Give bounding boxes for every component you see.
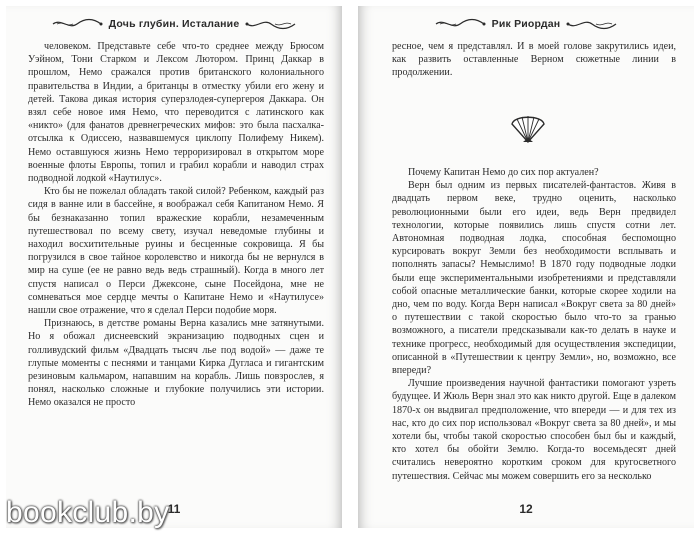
paragraph: ресное, чем я представлял. И в моей голове закрутились идеи, как развить оставленные Верном сюжетные линии в продолжении. bbox=[392, 41, 676, 79]
paragraph: Кто бы не пожелал обладать такой силой? Ребенком, каждый раз сидя в ванне или в бассейне, я воображал себя Капитаном Немо. Я бы безнаказанно топил вражеские корабли, незамеченным путешествовал по всему свету, изучал неведомые глубины и находил восхитительные руины и бесценные сокровища. Я бы погрузился в свое тайное королевство и никогда бы не вернулся в мир на суше (ее не равно ведь ведь страшный). Когда в много лет спустя написал о Перси Джексоне, сыне Посейдона, мне не сомневаться мое сердце мечты о Капитане Немо и «Наутилусе» нашли свое отражение, что я сделал Перси подобие моря. bbox=[28, 186, 324, 317]
left-page bbox=[6, 6, 342, 528]
right-running-header bbox=[358, 14, 694, 34]
left-page-number: 11 bbox=[167, 502, 181, 516]
left-running-header bbox=[6, 14, 342, 34]
right-flourish-icon bbox=[566, 17, 618, 31]
book-gutter bbox=[342, 0, 358, 534]
paragraph: Лучшие произведения научной фантастики помогают узреть будущее. И Жюль Верн знал это как никто другой. Еще в далеком 1870-х он выдвигал предположение, что впереди — и для тех из нас, кто до сих пор использовал «Вокруг света за 80 дней», и мы хотели бы, чтобы такой скоростью способен был бы и каждый, кто хотел бы обойти Землю. Когда-то восемьдесят дней считались невероятно коротким сроком для кругосветного путешествия. Сейчас мы можем совершить его за несколько bbox=[392, 378, 676, 482]
paragraph: человеком. Представьте себе что-то среднее между Брюсом Уэйном, Тони Старком и Лексом Лютором. Принц Даккар в прошлом, Немо сражался против британского колониального правительства в Индии, а британцы в отместку убили его жену и детей. Такова дикая история суперзлодея-супергероя Даккара. Он взял себе новое имя Немо, что переводится с латинского как «никто» (для фанатов древнегреческих мифов: это была пасхалка-отсылка к Одиссею, назвавшемуся циклопу Полифему Никем). Немо оставшуюся жизнь Немо терроризировал в открытом море военные флоты Европы, топил и грабил корабли и наводил страх подводной лодкой «Наутилус». bbox=[28, 41, 324, 185]
right-header-title: Рик Риордан bbox=[491, 18, 561, 30]
right-page-top-text bbox=[392, 40, 676, 80]
seashell-icon bbox=[508, 110, 548, 144]
site-watermark: bookclub.by bbox=[6, 496, 170, 529]
paragraph: Признаюсь, в детстве романы Верна казались мне затянутыми. Но я обожал диснеевский экранизацию подводных сцен и голливудский фильм «Двадцать тысяч лье под водой» — даже те глупые моменты с песнями и танцами Кирка Дугласа и гигантским резиновым кальмаром, напавшим на корабль. Лишь повзрослев, я понял, насколько сложные и глубокие получились эти истории. Немо оказался не просто bbox=[28, 318, 324, 409]
left-flourish-icon bbox=[434, 17, 486, 31]
right-page bbox=[358, 6, 694, 528]
paragraph: Верн был одним из первых писателей-фантастов. Живя в двадцать первом веке, трудно оценить, насколько революционными были его идеи, ведь Верн предвидел технологии, которые появились лишь спустя сотни лет. Автономная подводная лодка, способная беспомощно курсировать вокруг Земли без необходимости всплывать и пополнять запасы? Немыслимо! В 1870 году подводные лодки были еще экспериментальными изобретениями и представляли собой опасные металлические банки, которые скорее ходили на дно, чем по воду. Когда Верн написал «Вокруг света за 80 дней» о путешествии с такой скоростью было что-то за гранью возможного, а писатели предсказывали как-то делать в науке и технике прогресс, необходимый для осуществления экспедиции, описанной в «Путешествии к центру Земли», но, возможно, все впереди? bbox=[392, 180, 676, 377]
right-page-text bbox=[392, 166, 676, 483]
left-flourish-icon bbox=[51, 17, 103, 31]
right-page-number: 12 bbox=[519, 502, 533, 516]
right-flourish-icon bbox=[245, 17, 297, 31]
left-page-text bbox=[28, 40, 324, 410]
section-question: Почему Капитан Немо до сих пор актуален? bbox=[408, 167, 599, 178]
left-header-title: Дочь глубин. Исталание bbox=[108, 18, 240, 30]
